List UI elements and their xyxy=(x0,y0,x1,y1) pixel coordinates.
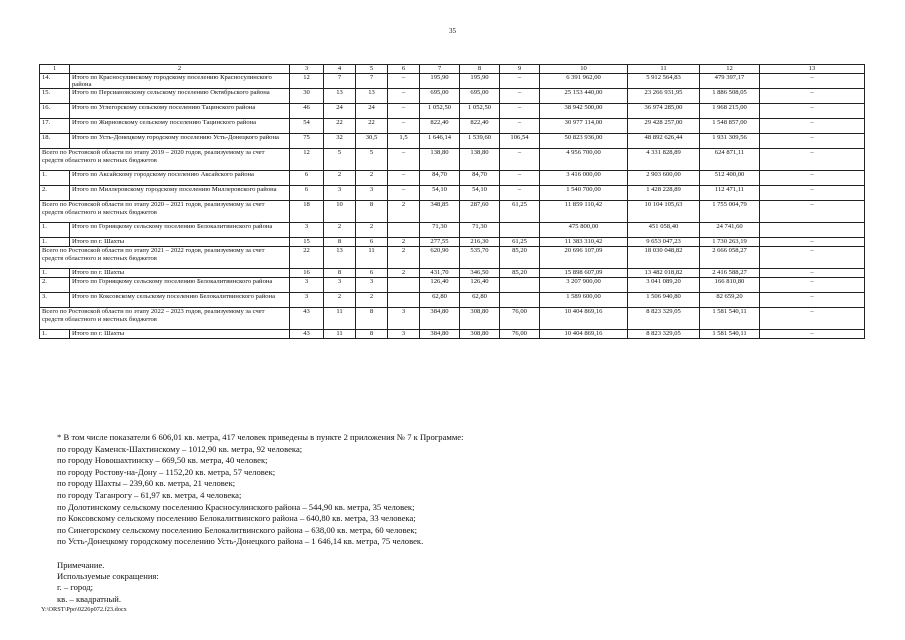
table-cell: 1 730 263,19 xyxy=(700,238,760,247)
table-cell: Итого по г. Шахты xyxy=(70,238,290,247)
table-cell: – xyxy=(760,201,865,223)
table-header-cell: 8 xyxy=(460,65,500,74)
table-cell: 512 400,00 xyxy=(700,171,760,186)
table-cell: 1. xyxy=(40,223,70,238)
table-cell: 24 xyxy=(356,104,388,119)
table-cell: 75 xyxy=(290,134,324,149)
table-row xyxy=(40,223,865,238)
table-header-cell: 2 xyxy=(70,65,290,74)
table-cell: 138,80 xyxy=(460,149,500,171)
table-cell: 62,80 xyxy=(460,293,500,308)
table-cell: 29 428 257,00 xyxy=(628,119,700,134)
table-cell: 1 540 700,00 xyxy=(540,186,628,201)
table-cell: 11 383 310,42 xyxy=(540,238,628,247)
table-cell: – xyxy=(388,119,420,134)
table-cell: 2 xyxy=(356,293,388,308)
table-cell: 112 471,11 xyxy=(700,186,760,201)
table-cell: – xyxy=(500,171,540,186)
table-cell: 9 653 047,23 xyxy=(628,238,700,247)
table-cell: 20 696 107,09 xyxy=(540,247,628,269)
table-cell: 5 912 564,83 xyxy=(628,74,700,89)
table-cell: 1 968 215,00 xyxy=(700,104,760,119)
table-total-row xyxy=(40,308,865,330)
data-table xyxy=(39,64,865,339)
table-cell: – xyxy=(500,119,540,134)
table-cell: 7 xyxy=(356,74,388,89)
table-cell: 10 404 869,16 xyxy=(540,308,628,330)
table-cell: 76,00 xyxy=(500,330,540,339)
table-header-cell: 11 xyxy=(628,65,700,74)
table-cell: – xyxy=(760,247,865,269)
table-cell: 30 xyxy=(290,89,324,104)
table-cell: – xyxy=(760,330,865,339)
table-cell: – xyxy=(500,186,540,201)
table-cell: 3 416 000,00 xyxy=(540,171,628,186)
table-cell: 22 xyxy=(290,247,324,269)
table-cell: 1 052,50 xyxy=(420,104,460,119)
table-cell: – xyxy=(760,293,865,308)
table-row xyxy=(40,186,865,201)
table-cell: 24 741,60 xyxy=(700,223,760,238)
table-cell: 1 581 540,11 xyxy=(700,330,760,339)
table-cell: 3 xyxy=(290,293,324,308)
table-cell: – xyxy=(388,186,420,201)
table-cell: 32 xyxy=(324,134,356,149)
table-cell: 15 898 607,09 xyxy=(540,269,628,278)
table-cell: 195,90 xyxy=(460,74,500,89)
table-cell: 1 052,50 xyxy=(460,104,500,119)
table-cell: 5 xyxy=(356,149,388,171)
table-cell: – xyxy=(760,171,865,186)
table-total-row xyxy=(40,247,865,269)
table-cell: 4 331 828,89 xyxy=(628,149,700,171)
table-cell: 126,40 xyxy=(460,278,500,293)
table-cell: – xyxy=(760,238,865,247)
table-cell: 3 041 089,20 xyxy=(628,278,700,293)
table-header-cell: 4 xyxy=(324,65,356,74)
table-cell: 15. xyxy=(40,89,70,104)
table-row xyxy=(40,74,865,89)
table-row xyxy=(40,104,865,119)
table-cell: Итого по Усть-Донецкому городскому поселению Усть-Донецкого района xyxy=(70,134,290,149)
table-cell: Итого по Горняцкому сельскому поселению Белокалитвинского района xyxy=(70,223,290,238)
table-row xyxy=(40,119,865,134)
table-header-cell: 10 xyxy=(540,65,628,74)
table-cell: Итого по Углегорскому сельскому поселению Тацинского района xyxy=(70,104,290,119)
table-cell: 7 xyxy=(324,74,356,89)
table-cell: 2 xyxy=(388,201,420,223)
table-cell: 1 428 228,89 xyxy=(628,186,700,201)
table-cell: Итого по Персиановскому сельскому поселению Октябрьского района xyxy=(70,89,290,104)
table-cell: 54,10 xyxy=(420,186,460,201)
table-cell: 2 xyxy=(388,238,420,247)
table-cell: 22 xyxy=(356,119,388,134)
table-cell: Всего по Ростовской области по этапу 2020 – 2021 годов, реализуемому за счет средств областного и местных бюджетов xyxy=(40,201,290,223)
table-cell: 3 207 900,00 xyxy=(540,278,628,293)
table-cell: 11 xyxy=(356,247,388,269)
table-cell xyxy=(500,293,540,308)
table-cell: 2 xyxy=(324,223,356,238)
table-cell: 2 416 588,27 xyxy=(700,269,760,278)
footnote-line: по Коксовскому сельскому поселению Белокалитвинского района – 640,80 кв. метра, 33 человека; xyxy=(57,513,416,524)
footnote-line: по городу Шахты – 239,60 кв. метра, 21 человек; xyxy=(57,478,236,489)
table-cell: 46 xyxy=(290,104,324,119)
table-cell: 216,30 xyxy=(460,238,500,247)
table-row xyxy=(40,134,865,149)
note-line: кв. – квадратный. xyxy=(57,593,122,604)
table-cell: 277,55 xyxy=(420,238,460,247)
table-cell: 2 666 058,27 xyxy=(700,247,760,269)
table-cell: 25 153 440,00 xyxy=(540,89,628,104)
table-cell: 84,70 xyxy=(420,171,460,186)
table-cell: – xyxy=(760,186,865,201)
footnote-line: по Долотинскому сельскому поселению Красносулинского района – 544,90 кв. метра, 35 человек; xyxy=(57,501,415,512)
table-cell: 2 xyxy=(388,247,420,269)
table-cell: 3 xyxy=(290,278,324,293)
table-cell: 24 xyxy=(324,104,356,119)
table-cell: 287,60 xyxy=(460,201,500,223)
table-cell: – xyxy=(760,134,865,149)
table-cell: 822,40 xyxy=(420,119,460,134)
table-row xyxy=(40,278,865,293)
table-cell: 15 xyxy=(290,238,324,247)
table-cell: 13 xyxy=(324,247,356,269)
table-header-cell: 9 xyxy=(500,65,540,74)
table-cell xyxy=(388,223,420,238)
table-cell: 535,70 xyxy=(460,247,500,269)
table-cell: 85,20 xyxy=(500,269,540,278)
table-cell: 2 903 600,00 xyxy=(628,171,700,186)
table-cell: 475 800,00 xyxy=(540,223,628,238)
table-cell: 2 xyxy=(388,269,420,278)
table-cell: Итого по Аксайскому городскому поселению Аксайского района xyxy=(70,171,290,186)
table-header-cell: 1 xyxy=(40,65,70,74)
table-cell: 12 xyxy=(290,74,324,89)
table-cell: – xyxy=(760,278,865,293)
table-cell: 8 823 329,05 xyxy=(628,330,700,339)
table-cell: 822,40 xyxy=(460,119,500,134)
table-cell: 84,70 xyxy=(460,171,500,186)
table-header-cell: 6 xyxy=(388,65,420,74)
table-cell: 10 xyxy=(324,201,356,223)
table-cell: Всего по Ростовской области по этапу 2022 – 2023 годов, реализуемому за счет средств областного и местных бюджетов xyxy=(40,308,290,330)
table-header-cell: 3 xyxy=(290,65,324,74)
table-cell: – xyxy=(760,89,865,104)
table-row xyxy=(40,269,865,278)
footnote-line: по Синегорскому сельскому поселению Белокалитвинского района – 638,00 кв. метра, 60 человек; xyxy=(57,524,417,535)
footnote-line: по городу Ростову-на-Дону – 1152,20 кв. метра, 57 человек; xyxy=(57,466,276,477)
table-cell: – xyxy=(388,171,420,186)
note-line: Используемые сокращения: xyxy=(57,571,159,582)
table-cell: 71,30 xyxy=(420,223,460,238)
table-cell: 308,80 xyxy=(460,308,500,330)
table-cell: Всего по Ростовской области по этапу 2019 – 2020 годов, реализуемому за счет средств областного и местных бюджетов xyxy=(40,149,290,171)
table-cell: 82 659,20 xyxy=(700,293,760,308)
table-cell: – xyxy=(760,269,865,278)
table-cell: 6 xyxy=(290,186,324,201)
notes-block xyxy=(57,560,159,605)
table-cell: – xyxy=(760,104,865,119)
table-cell: 48 892 626,44 xyxy=(628,134,700,149)
table-cell: 695,00 xyxy=(460,89,500,104)
table-cell: 38 942 500,00 xyxy=(540,104,628,119)
table-total-row xyxy=(40,149,865,171)
table-cell: 6 391 962,00 xyxy=(540,74,628,89)
table-cell: 1 646,14 xyxy=(420,134,460,149)
table-total-row xyxy=(40,201,865,223)
table-row xyxy=(40,89,865,104)
table-cell: 1 539,60 xyxy=(460,134,500,149)
table-cell: 85,20 xyxy=(500,247,540,269)
table-cell: 431,70 xyxy=(420,269,460,278)
note-line: Примечание. xyxy=(57,560,105,570)
table-cell: – xyxy=(500,89,540,104)
table-cell: 12 xyxy=(290,149,324,171)
table-cell: 14. xyxy=(40,74,70,89)
table-cell: 695,00 xyxy=(420,89,460,104)
note-line: г. – город; xyxy=(57,582,94,593)
table-cell: – xyxy=(388,149,420,171)
table-cell: 451 058,40 xyxy=(628,223,700,238)
table-cell: 61,25 xyxy=(500,238,540,247)
table-cell: 3 xyxy=(356,278,388,293)
table-cell: – xyxy=(760,119,865,134)
table-cell: 138,80 xyxy=(420,149,460,171)
table-cell: 30,5 xyxy=(356,134,388,149)
table-cell: 76,00 xyxy=(500,308,540,330)
table-cell: 384,80 xyxy=(420,308,460,330)
table-cell: 624 871,11 xyxy=(700,149,760,171)
table-cell: Итого по Коксовскому сельскому поселению Белокалитвинского района xyxy=(70,293,290,308)
table-cell: 106,54 xyxy=(500,134,540,149)
table-cell: 1 931 309,56 xyxy=(700,134,760,149)
table-cell: 2 xyxy=(324,171,356,186)
table-cell: 43 xyxy=(290,308,324,330)
table-cell: 23 266 931,95 xyxy=(628,89,700,104)
table-cell: 11 xyxy=(324,330,356,339)
table-cell: 11 859 110,42 xyxy=(540,201,628,223)
table-cell: 8 823 329,05 xyxy=(628,308,700,330)
table-cell: 8 xyxy=(356,330,388,339)
page-number: 35 xyxy=(449,27,456,35)
table-cell xyxy=(500,278,540,293)
table-cell: 13 xyxy=(324,89,356,104)
table-cell: 18 030 048,82 xyxy=(628,247,700,269)
table-cell: 8 xyxy=(356,201,388,223)
table-cell: 1 581 540,11 xyxy=(700,308,760,330)
table-cell: 1. xyxy=(40,171,70,186)
table-cell: 384,80 xyxy=(420,330,460,339)
table-cell: 3 xyxy=(388,330,420,339)
table-row xyxy=(40,238,865,247)
table-cell: 3 xyxy=(324,186,356,201)
table-cell: 1. xyxy=(40,269,70,278)
table-cell: 3 xyxy=(356,186,388,201)
table-cell: 6 xyxy=(356,269,388,278)
table-cell xyxy=(388,278,420,293)
table-cell: 8 xyxy=(324,238,356,247)
table-cell: 8 xyxy=(356,308,388,330)
footnote-block xyxy=(57,432,877,548)
footnote-line: по городу Каменск-Шахтинскому – 1012,90 кв. метра, 92 человека; xyxy=(57,443,303,454)
table-cell: 10 104 105,63 xyxy=(628,201,700,223)
table-cell: – xyxy=(500,74,540,89)
table-cell xyxy=(500,223,540,238)
table-cell: 30 977 114,00 xyxy=(540,119,628,134)
table-cell: 166 810,80 xyxy=(700,278,760,293)
table-cell: 126,40 xyxy=(420,278,460,293)
table-cell: 71,30 xyxy=(460,223,500,238)
file-path: Y:\ORST\Ppo\0226p072.f23.docx xyxy=(41,606,127,613)
table-cell: Всего по Ростовской области по этапу 2021 – 2022 годов, реализуемому за счет средств областного и местных бюджетов xyxy=(40,247,290,269)
table-cell: 2. xyxy=(40,278,70,293)
table-cell: – xyxy=(388,89,420,104)
table-cell: 5 xyxy=(324,149,356,171)
table-cell: 13 482 018,82 xyxy=(628,269,700,278)
table-cell: 1 506 940,80 xyxy=(628,293,700,308)
table-header-cell: 12 xyxy=(700,65,760,74)
table-cell: 62,80 xyxy=(420,293,460,308)
table-cell: 11 xyxy=(324,308,356,330)
table-cell: 348,85 xyxy=(420,201,460,223)
table-cell: 4 956 700,00 xyxy=(540,149,628,171)
table-cell: 346,50 xyxy=(460,269,500,278)
table-row xyxy=(40,293,865,308)
table-cell: 195,90 xyxy=(420,74,460,89)
table-cell: 1. xyxy=(40,238,70,247)
table-cell: 1. xyxy=(40,330,70,339)
table-header-row xyxy=(40,65,865,74)
table-cell xyxy=(760,223,865,238)
table-cell: Итого по Жирновскому сельскому поселению Тацинского района xyxy=(70,119,290,134)
table-cell: 1 589 600,00 xyxy=(540,293,628,308)
table-cell xyxy=(388,293,420,308)
table-cell: 10 404 869,16 xyxy=(540,330,628,339)
table-cell: 22 xyxy=(324,119,356,134)
table-cell: 620,90 xyxy=(420,247,460,269)
table-cell: 1 886 508,05 xyxy=(700,89,760,104)
table-cell: Итого по г. Шахты xyxy=(70,269,290,278)
table-cell: Итого по Горняцкому сельскому поселению Белокалитвинского района xyxy=(70,278,290,293)
table-cell: 1 755 004,79 xyxy=(700,201,760,223)
footnote-line: по городу Таганрогу – 61,97 кв. метра, 4 человека; xyxy=(57,489,242,500)
table-cell: Итого по г. Шахты xyxy=(70,330,290,339)
footnote-line: * В том числе показатели 6 606,01 кв. метра, 417 человек приведены в пункте 2 приложения № 7 к Программе: xyxy=(57,432,464,442)
table-cell: 3 xyxy=(290,223,324,238)
table-cell: 43 xyxy=(290,330,324,339)
table-row xyxy=(40,171,865,186)
table-cell: 3 xyxy=(324,278,356,293)
table-cell: – xyxy=(500,104,540,119)
table-cell: 308,80 xyxy=(460,330,500,339)
table-cell: 1,5 xyxy=(388,134,420,149)
table-header-cell: 7 xyxy=(420,65,460,74)
table-cell: 54 xyxy=(290,119,324,134)
table-cell: 54,10 xyxy=(460,186,500,201)
table-cell: 2. xyxy=(40,186,70,201)
table-cell: 1 548 857,00 xyxy=(700,119,760,134)
table-cell: 2 xyxy=(356,171,388,186)
table-cell: 2 xyxy=(356,223,388,238)
table-cell: 50 823 936,00 xyxy=(540,134,628,149)
table-header-cell: 13 xyxy=(760,65,865,74)
table-cell: 16 xyxy=(290,269,324,278)
footnote-line: по городу Новошахтинску – 669,50 кв. метра, 40 человек; xyxy=(57,455,268,466)
table-cell: 61,25 xyxy=(500,201,540,223)
table-cell: – xyxy=(760,149,865,171)
table-cell: 8 xyxy=(324,269,356,278)
table-cell: 3 xyxy=(388,308,420,330)
footnote-line: по Усть-Донецкому городскому поселению Усть-Донецкого района – 1 646,14 кв. метра, 75 человек. xyxy=(57,536,424,547)
table-cell: – xyxy=(388,104,420,119)
table-cell: 18. xyxy=(40,134,70,149)
table-cell: – xyxy=(760,74,865,89)
table-cell: 479 397,17 xyxy=(700,74,760,89)
table-cell: 3. xyxy=(40,293,70,308)
table-cell: – xyxy=(500,149,540,171)
table-cell: Итого по Красносулинскому городскому поселению Красносулинского района xyxy=(70,74,290,89)
table-cell: 2 xyxy=(324,293,356,308)
table-cell: 17. xyxy=(40,119,70,134)
table-row xyxy=(40,330,865,339)
table-cell: 6 xyxy=(356,238,388,247)
table-cell: Итого по Миллеровскому городскому поселению Миллеровского района xyxy=(70,186,290,201)
table-cell: – xyxy=(760,308,865,330)
table-cell: 16. xyxy=(40,104,70,119)
table-cell: – xyxy=(388,74,420,89)
table-cell: 13 xyxy=(356,89,388,104)
table-cell: 6 xyxy=(290,171,324,186)
table-cell: 36 974 285,00 xyxy=(628,104,700,119)
table-cell: 18 xyxy=(290,201,324,223)
table-header-cell: 5 xyxy=(356,65,388,74)
